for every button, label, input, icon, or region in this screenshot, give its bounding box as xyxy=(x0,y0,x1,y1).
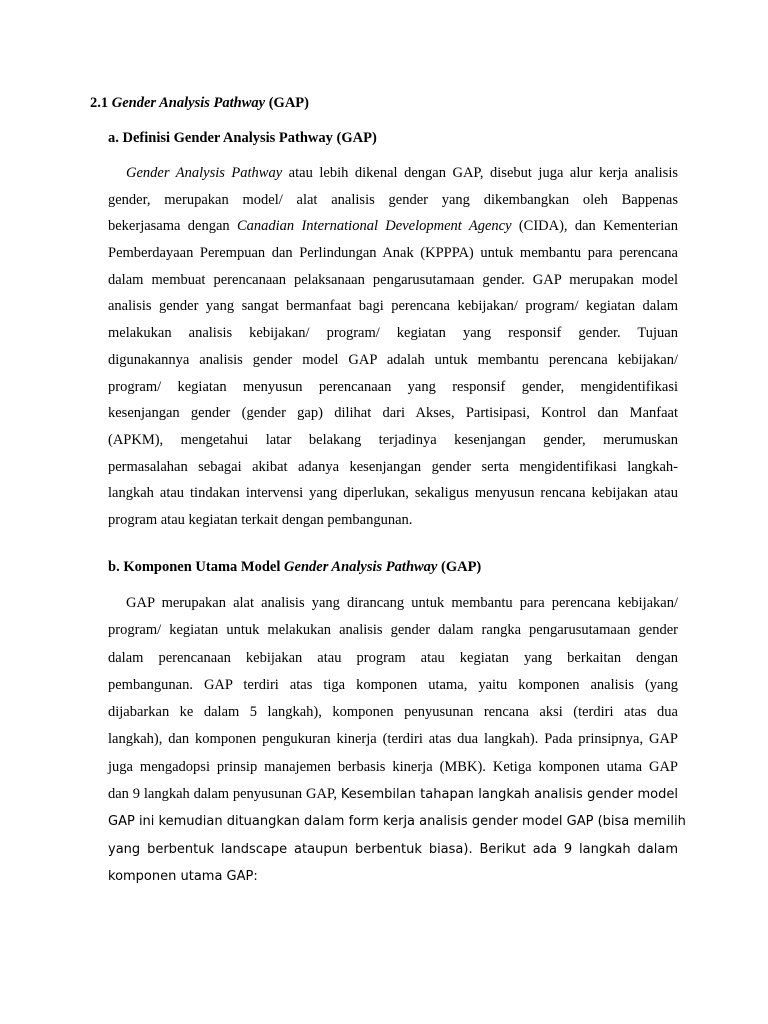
text-run: permasalahan sebagai akibat adanya kesenjangan gender serta mengidentifikasi langkah- xyxy=(108,458,678,475)
text-run-sans: komponen utama GAP: xyxy=(108,868,258,884)
text-line xyxy=(108,808,686,835)
text-line xyxy=(108,480,678,507)
text-run-sans: yang berbentuk landscape ataupun berbentuk biasa). Berikut ada 9 langkah dalam xyxy=(108,841,678,857)
text-run: digunakannya analisis gender model GAP adalah untuk membantu perencana kebijakan/ xyxy=(108,351,678,368)
text-line xyxy=(108,347,678,374)
text-run: analisis gender yang sangat bermanfaat bagi perencana kebijakan/ program/ kegiatan dalam xyxy=(108,298,678,315)
text-run: (CIDA), dan Kementerian xyxy=(511,218,678,235)
subsection-b-paragraph xyxy=(108,590,686,890)
text-run: dalam membuat perencanaan pelaksanaan pengarusutamaan gender. GAP merupakan model xyxy=(108,271,678,288)
section-heading xyxy=(90,94,309,112)
text-line xyxy=(108,427,678,454)
text-line xyxy=(108,160,678,187)
text-line xyxy=(108,863,678,890)
subsection-b-heading-italic: Gender Analysis Pathway xyxy=(284,559,438,575)
subsection-b-heading-suffix: (GAP) xyxy=(437,559,482,575)
section-title-suffix: (GAP) xyxy=(268,95,309,111)
subsection-a-heading: a. Definisi Gender Analysis Pathway (GAP) xyxy=(108,130,377,146)
text-line xyxy=(108,454,678,481)
text-line: program/ kegiatan untuk melakukan analisis gender dalam rangka pengarusutamaan gender xyxy=(108,622,678,639)
section-title-italic: Gender Analysis Pathway xyxy=(111,95,266,111)
text-line: dijabarkan ke dalam 5 langkah), komponen penyusunan rencana aksi (terdiri atas dua xyxy=(108,704,678,721)
text-line: GAP merupakan alat analisis yang dirancang untuk membantu para perencana kebijakan/ xyxy=(126,595,678,611)
text-run: gender, merupakan model/ alat analisis gender yang dikembangkan oleh Bappenas xyxy=(108,191,678,208)
subsection-b-heading-prefix: b. Komponen Utama Model xyxy=(108,559,285,575)
italic-term: Canadian International Development Agency xyxy=(236,218,512,235)
text-run-sans: Kesembilan tahapan langkah analisis gender model xyxy=(340,787,678,803)
text-line xyxy=(108,293,678,320)
section-number: 2.1 xyxy=(90,95,109,111)
text-run: dan 9 langkah dalam penyusunan GAP, xyxy=(108,786,341,803)
subsection-b-heading xyxy=(108,558,481,576)
text-run: Pemberdayaan Perempuan dan Perlindungan Anak (KPPPA) untuk membantu para perencana xyxy=(108,245,678,262)
text-run: (APKM), mengetahui latar belakang terjadinya kesenjangan gender, merumuskan xyxy=(108,431,678,448)
text-run: langkah atau tindakan intervensi yang diperlukan, sekaligus menyusun rencana kebijakan atau xyxy=(108,485,678,502)
text-run-sans: GAP ini kemudian dituangkan dalam form kerja analisis gender model GAP (bisa memilih xyxy=(108,814,686,830)
subsection-a-paragraph xyxy=(108,160,678,534)
text-line xyxy=(108,781,678,808)
text-run: bekerjasama dengan xyxy=(108,218,237,235)
text-line xyxy=(108,836,678,863)
italic-term: Gender Analysis Pathway xyxy=(126,165,283,181)
text-line xyxy=(108,320,678,347)
text-line xyxy=(108,187,678,214)
text-line xyxy=(108,507,678,534)
text-line xyxy=(108,374,678,401)
text-line: dalam perencanaan kebijakan atau program atau kegiatan yang berkaitan dengan xyxy=(108,649,678,666)
text-run: atau lebih dikenal dengan GAP, disebut juga alur kerja analisis xyxy=(282,165,678,181)
text-line xyxy=(108,240,678,267)
text-run: program/ kegiatan menyusun perencanaan yang responsif gender, mengidentifikasi xyxy=(108,378,678,395)
text-line xyxy=(108,400,678,427)
text-line xyxy=(108,213,678,240)
text-run: melakukan analisis kebijakan/ program/ kegiatan yang responsif gender. Tujuan xyxy=(108,325,678,342)
text-line: pembangunan. GAP terdiri atas tiga komponen utama, yaitu komponen analisis (yang xyxy=(108,676,678,693)
text-line: juga mengadopsi prinsip manajemen berbasis kinerja (MBK). Ketiga komponen utama GAP xyxy=(108,758,678,775)
text-run: program atau kegiatan terkait dengan pembangunan. xyxy=(108,511,413,528)
text-line: langkah), dan komponen pengukuran kinerja (terdiri atas dua langkah). Pada prinsipnya, GAP xyxy=(108,731,678,748)
text-run: kesenjangan gender (gender gap) dilihat dari Akses, Partisipasi, Kontrol dan Manfaat xyxy=(108,405,678,422)
text-line xyxy=(108,267,678,294)
